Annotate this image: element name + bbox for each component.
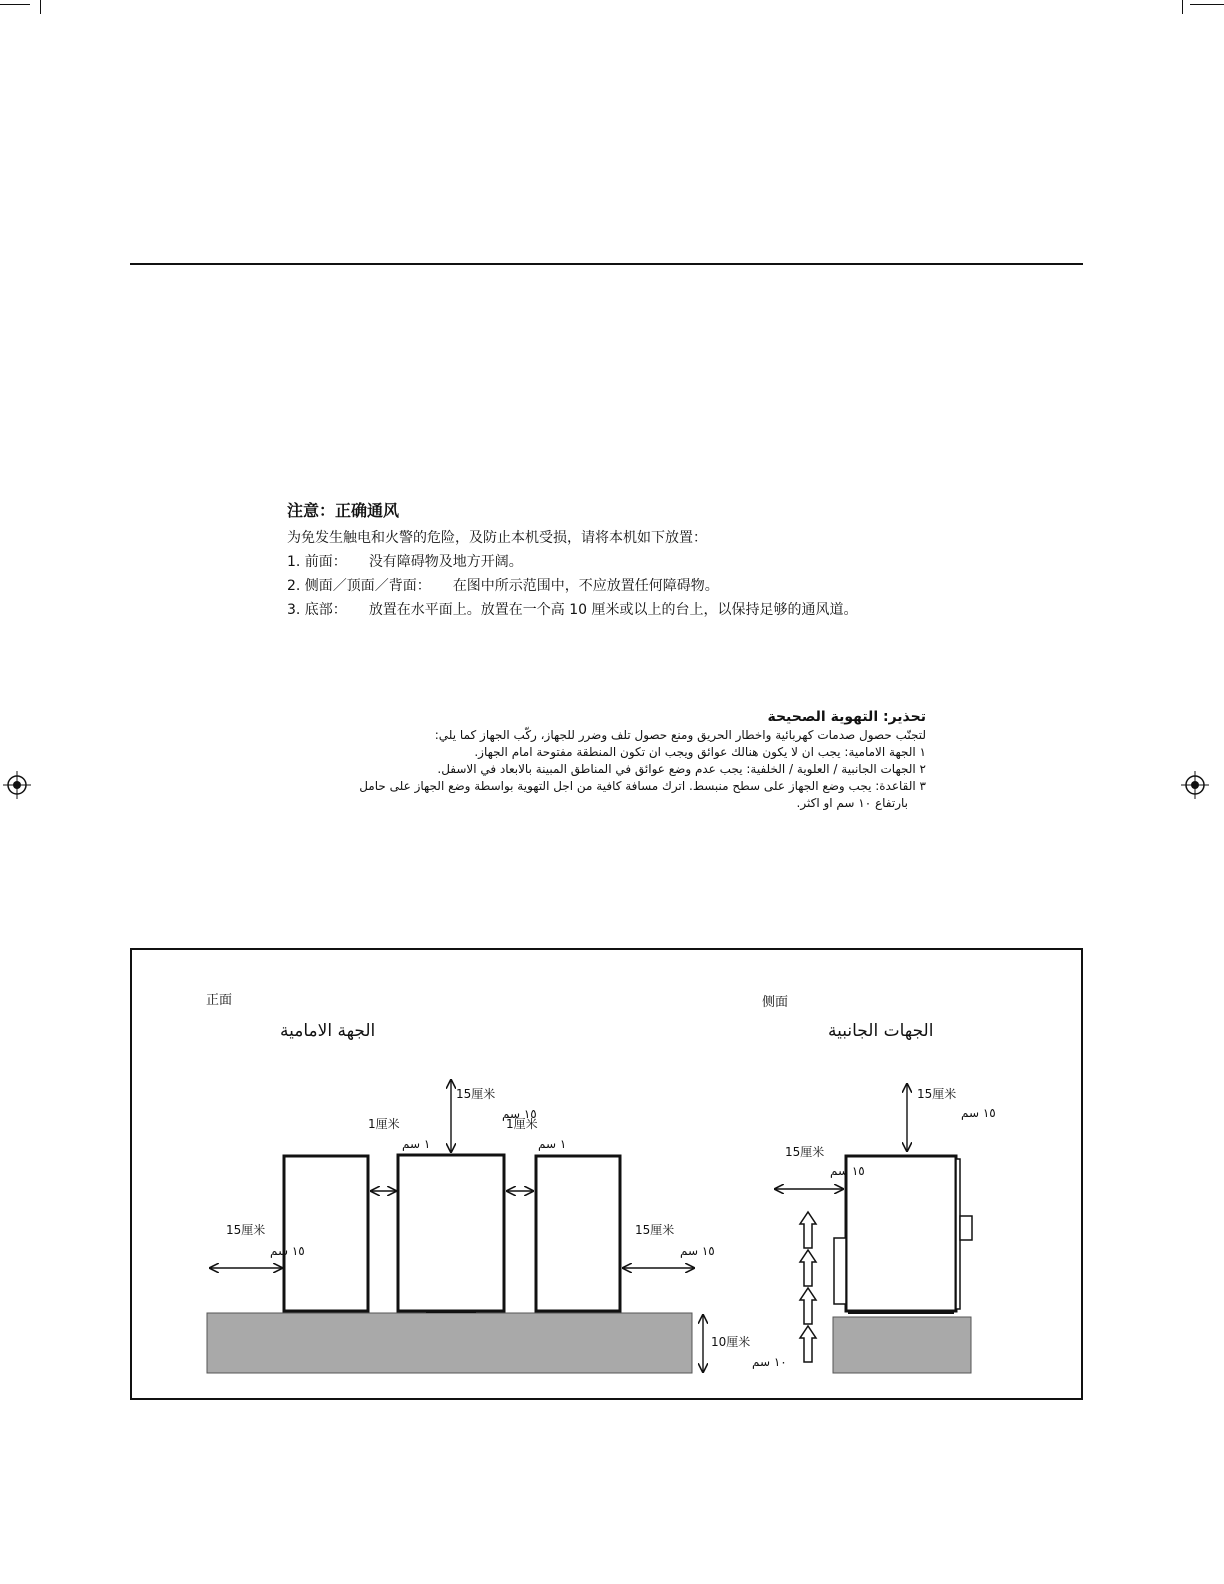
caution-zh-item-label: 1. 前面：	[287, 554, 347, 570]
registration-mark-right	[1181, 771, 1209, 799]
base-height-label-zh: 10厘米	[711, 1335, 751, 1349]
airflow-arrow-icon	[800, 1212, 816, 1248]
airflow-arrow-icon	[800, 1326, 816, 1362]
airflow-arrows	[800, 1212, 816, 1362]
side-top-clearance-label-zh: 15厘米	[917, 1087, 957, 1101]
caution-zh-item-text: 没有障碍物及地方开阔。	[368, 554, 523, 570]
caution-ar-intro: لتجنّب حصول صدمات كهربائية واخطار الحريق ومنع حصول تلف وضرر للجهاز، ركّب الجهاز كما يلي:	[434, 728, 926, 742]
front-stand	[207, 1313, 692, 1373]
airflow-arrow-icon	[800, 1288, 816, 1324]
caution-zh-title: 注意：正确通风	[287, 501, 400, 520]
side-front-clearance-label-zh: 15厘米	[785, 1145, 825, 1159]
side-unit-front-panel	[834, 1238, 846, 1304]
caution-zh-intro: 为免发生触电和火警的危险，及防止本机受损，请将本机如下放置：	[287, 530, 707, 546]
outer-left-clearance-label-zh: 15厘米	[226, 1223, 266, 1237]
top-clearance-label-zh: 15厘米	[456, 1087, 496, 1101]
main-unit	[398, 1155, 504, 1311]
caution-ar-line: ٣ القاعدة: يجب وضع الجهاز على سطح منبسط. اترك مسافة كافية من اجل التهوية بواسطة وضع الجهاز على حامل	[359, 779, 926, 793]
crop-mark-top-right-h	[1190, 4, 1224, 5]
side-unit	[846, 1156, 956, 1311]
left-gap-label-zh: 1厘米	[368, 1117, 400, 1131]
caution-ar-title: تحذير: التهوية الصحيحة	[767, 709, 926, 725]
caution-zh-block	[287, 498, 921, 622]
crop-mark-top-left-h	[0, 4, 30, 5]
left-speaker	[284, 1156, 368, 1311]
ventilation-diagram-svg	[132, 950, 1085, 1402]
right-gap-label-ar: ١ سم	[538, 1137, 567, 1151]
crop-mark-top-right-v	[1182, 0, 1183, 14]
caution-ar-line: ٢ الجهات الجانبية / العلوية / الخلفية: يجب عدم وضع عوائق في المناطق المبينة بالابعاد في الاسفل.	[437, 762, 926, 776]
side-stand	[833, 1317, 971, 1373]
right-gap-label-zh: 1厘米	[506, 1117, 538, 1131]
caution-zh-item-front	[287, 550, 921, 574]
left-gap-label-ar: ١ سم	[402, 1137, 431, 1151]
header-rule	[130, 263, 1083, 265]
side-view-label-zh: 侧面	[762, 995, 789, 1010]
outer-right-clearance-label-zh: 15厘米	[635, 1223, 675, 1237]
caution-ar-line: بارتفاع ١٠ سم او اكثر.	[796, 796, 908, 810]
outer-right-clearance-label-ar: ١٥ سم	[680, 1244, 715, 1258]
side-view-label-ar: الجهات الجانبية	[828, 1021, 934, 1041]
caution-zh-item-label: 2. 侧面／顶面／背面：	[287, 578, 431, 594]
airflow-arrow-icon	[800, 1250, 816, 1286]
crop-mark-top-left-v	[40, 0, 41, 14]
registration-mark-left	[3, 771, 31, 799]
ventilation-diagram	[130, 948, 1083, 1400]
side-front-clearance-label-ar: ١٥ سم	[830, 1164, 865, 1178]
caution-zh-item-label: 3. 底部：	[287, 602, 347, 618]
front-view-label-zh: 正面	[206, 993, 233, 1008]
caution-ar-line: ١ الجهة الامامية: يجب ان لا يكون هنالك عوائق ويجب ان تكون المنطقة مفتوحة امام الجهاز.	[474, 745, 926, 759]
caution-zh-item-text: 在图中所示范围中，不应放置任何障碍物。	[452, 578, 719, 594]
outer-left-clearance-label-ar: ١٥ سم	[270, 1244, 305, 1258]
base-height-label-ar: ١٠ سم	[752, 1355, 787, 1369]
right-speaker	[536, 1156, 620, 1311]
caution-zh-item-bottom	[287, 598, 921, 622]
side-top-clearance-label-ar: ١٥ سم	[961, 1106, 996, 1120]
caution-zh-item-sides	[287, 574, 921, 598]
top-clearance-label-ar: ١٥ سم	[502, 1107, 537, 1121]
caution-ar-block	[262, 707, 926, 812]
side-unit-knob	[960, 1216, 972, 1240]
main-unit-foot	[426, 1310, 476, 1313]
front-view-label-ar: الجهة الامامية	[280, 1021, 376, 1041]
caution-zh-item-text: 放置在水平面上。放置在一个高 10 厘米或以上的台上，以保持足够的通风道。	[368, 602, 858, 618]
side-unit-foot	[848, 1311, 954, 1314]
